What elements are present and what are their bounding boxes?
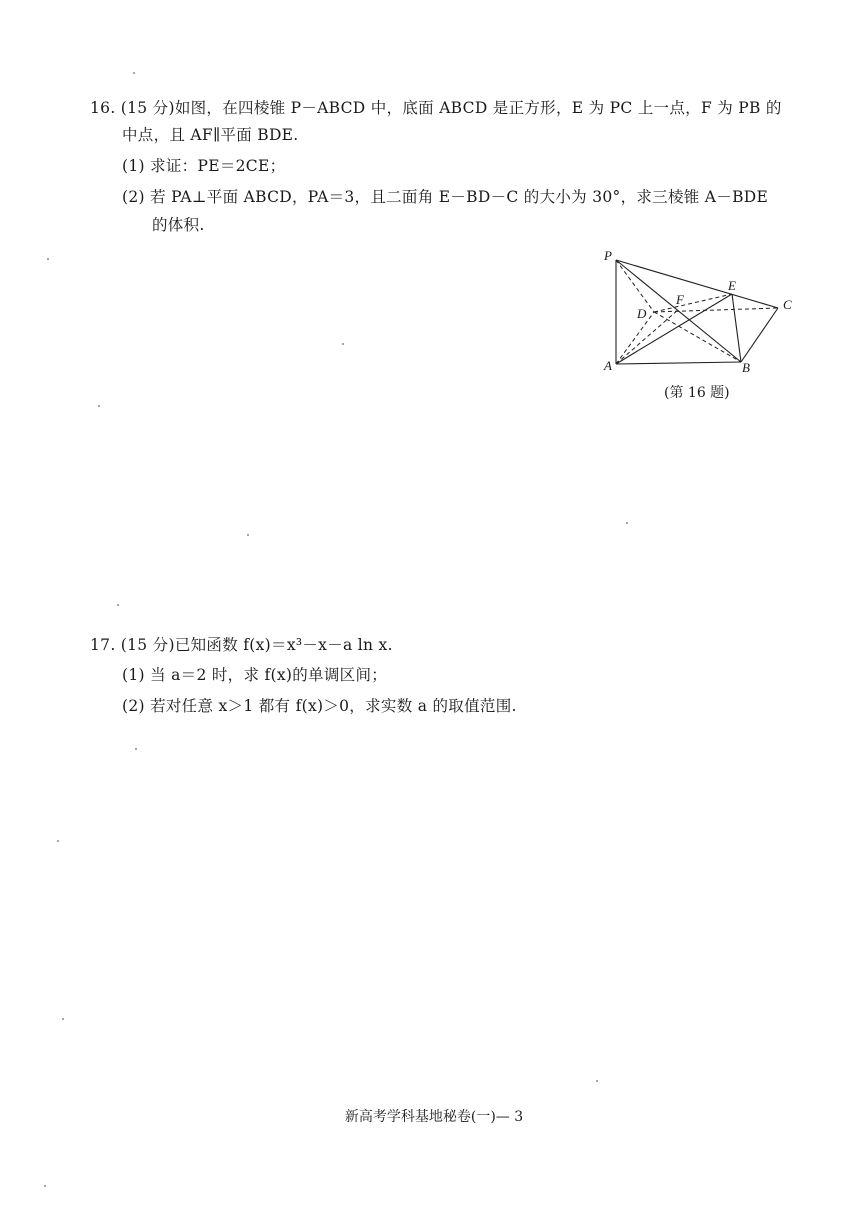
scan-speck — [47, 258, 49, 260]
q16-stem-line2: 中点，且 AF∥平面 BDE. — [122, 126, 299, 144]
q16-part2-line1: (2) 若 PA⊥平面 ABCD，PA＝3，且二面角 E－BD－C 的大小为 30°，求三棱锥 A－BDE — [122, 188, 769, 206]
scan-speck — [596, 1080, 598, 1082]
label-F: F — [676, 292, 684, 307]
label-D: D — [637, 306, 647, 321]
label-C: C — [783, 297, 792, 312]
edge-AD — [616, 312, 654, 364]
segment-AE — [616, 294, 732, 364]
scan-speck — [57, 840, 59, 842]
scan-speck — [117, 604, 119, 606]
q16-part1: (1) 求证：PE＝2CE； — [122, 157, 286, 175]
edge-AB — [616, 362, 741, 364]
q17-part1: (1) 当 a＝2 时，求 f(x)的单调区间； — [122, 666, 388, 684]
scan-speck — [133, 72, 135, 74]
scan-speck — [247, 534, 249, 536]
q17-stem: 17. (15 分)已知函数 f(x)＝x³－x－a ln x. — [90, 636, 393, 654]
edge-DC — [654, 308, 778, 312]
scan-speck — [135, 748, 137, 750]
segment-AF — [616, 310, 678, 364]
scan-speck — [44, 1185, 46, 1187]
segment-EB — [732, 294, 741, 362]
edge-PC — [616, 260, 778, 308]
label-A: A — [604, 358, 612, 373]
scan-speck — [62, 1018, 64, 1020]
edge-BC — [741, 308, 778, 362]
q16-stem-line1: 16. (15 分)如图，在四棱锥 P－ABCD 中，底面 ABCD 是正方形，E 为 PC 上一点，F 为 PB 的 — [90, 99, 782, 117]
q17-part2: (2) 若对任意 x＞1 都有 f(x)＞0，求实数 a 的取值范围. — [122, 697, 517, 715]
label-B: B — [742, 360, 750, 375]
scan-speck — [626, 522, 628, 524]
label-E: E — [728, 278, 736, 293]
scan-speck — [98, 405, 100, 407]
figure-caption: (第 16 题) — [664, 385, 730, 401]
scan-speck — [342, 343, 344, 345]
page-footer: 新高考学科基地秘卷(一)— 3 — [344, 1109, 524, 1125]
q16-part2-line2: 的体积. — [152, 216, 205, 234]
segment-DE — [654, 294, 732, 312]
label-P: P — [604, 248, 612, 263]
segment-DB — [654, 312, 741, 362]
